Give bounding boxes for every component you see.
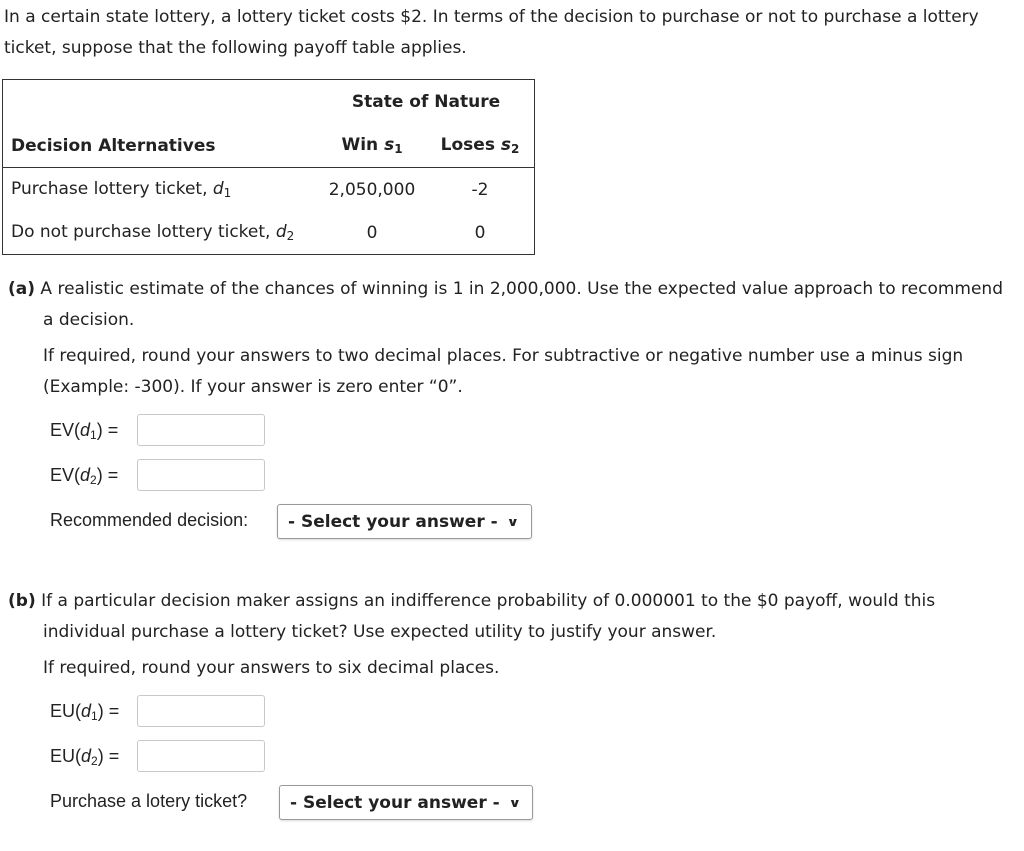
- intro-text: In a certain state lottery, a lottery ticket costs $2. In terms of the decision to purchase or not to purchase a lottery ticket, suppose that the following payoff table applies.: [4, 7, 979, 58]
- chevron-down-icon: ∨: [506, 514, 519, 529]
- state-of-nature-header: State of Nature: [351, 92, 501, 112]
- select-value: - Select your answer -: [288, 511, 498, 532]
- lose-payoff-cell: -2: [471, 179, 489, 200]
- table-row: [3, 211, 535, 255]
- ev-d2-input[interactable]: [137, 459, 265, 491]
- part-b-label: (b): [8, 591, 36, 611]
- recommended-decision-select[interactable]: [277, 504, 532, 539]
- purchase-ticket-select[interactable]: [279, 785, 533, 820]
- row-label: Purchase lottery ticket, $d_1$: [11, 179, 232, 200]
- purchase-ticket-label: Purchase a lotery ticket?: [50, 791, 248, 811]
- table-header-row: [3, 80, 535, 125]
- part-b-question: [8, 586, 1008, 648]
- part-b-instruction: If required, round your answers to six decimal places.: [43, 658, 500, 678]
- row-label: Do not purchase lottery ticket, $d_2$: [11, 222, 295, 243]
- part-a-question: [8, 274, 1008, 336]
- ev-d2-label: $EV(d_2)$ =: [50, 465, 119, 487]
- chevron-down-icon: ∨: [508, 795, 521, 810]
- payoff-table: [2, 79, 535, 255]
- select-value: - Select your answer -: [290, 792, 500, 813]
- part-b-text: If a particular decision maker assigns an indifference probability of 0.000001 to the $0 payoff, would this individual purchase a lottery ticket? Use expected utility to justify your answer.: [41, 591, 936, 642]
- decision-alternatives-header: Decision Alternatives: [3, 124, 319, 168]
- eu-d2-input[interactable]: [137, 740, 265, 772]
- part-a-label: (a): [8, 279, 36, 299]
- loses-column-header: Loses $s_2$: [426, 124, 535, 168]
- win-payoff-cell: 2,050,000: [328, 179, 416, 200]
- recommended-decision-label: Recommended decision:: [50, 510, 249, 530]
- win-column-header: Win $s_1$: [318, 124, 426, 168]
- ev-d1-label: $EV(d_1)$ =: [50, 420, 119, 442]
- lose-payoff-cell: 0: [474, 222, 486, 243]
- ev-d1-input[interactable]: [137, 414, 265, 446]
- eu-d1-input[interactable]: [137, 695, 265, 727]
- win-payoff-cell: 0: [366, 222, 378, 243]
- part-a-instruction: If required, round your answers to two decimal places. For subtractive or negative number use a minus sign (Example: -300). If your answer is zero enter “0”.: [43, 346, 964, 397]
- table-row: [3, 168, 535, 212]
- eu-d1-label: $EU(d_1)$ =: [50, 701, 120, 723]
- eu-d2-label: $EU(d_2)$ =: [50, 746, 120, 768]
- part-a-text: A realistic estimate of the chances of winning is 1 in 2,000,000. Use the expected value approach to recommend a decision.: [40, 279, 1003, 330]
- table-column-row: [3, 124, 535, 168]
